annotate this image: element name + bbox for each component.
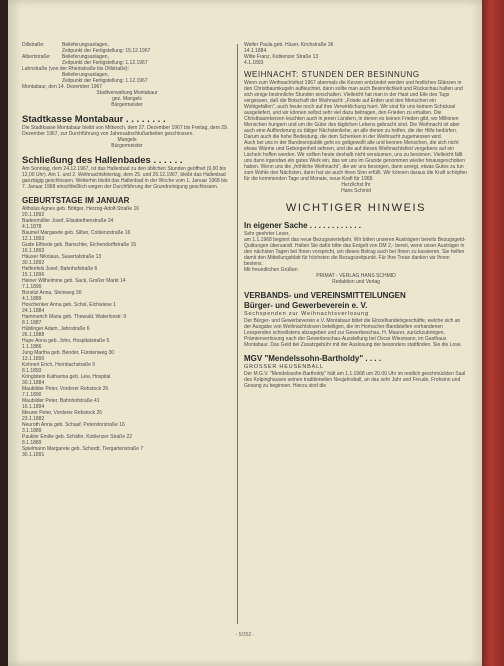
road-works-list xyxy=(22,42,232,108)
club-text: Der M.G.V. "Mendelssohn-Bartholdy" hält am 1.1.1968 um 20.00 Uhr im restlich geschmückten Saal des Kolpinghauses seinen traditionellen Neujahrsball, an das sehr Jahr und Freude, Frohsinn und Gesang zu beginnen. Hierzu sind die xyxy=(244,371,466,389)
signature: Hans Schmid xyxy=(341,188,371,194)
list-item: Albertstraße: Belieferungsanlagen, xyxy=(22,54,109,60)
hallenbad-text: Am Sonntag, dem 24.12.1967, ist das Hallenbad zu den üblichen Stunden geöffnet (9,00 bis 12,00 Uhr). Am 1. und 2. Weihnachtsfeiertag, dem 25. und 26.12.1967, bleibt das Hallenbad ganztägig geschlossen. Weiterhin bleibt das Hallenbad in der Woche vom 1. Januar 1968 bis 7. Januar 1968 einschließlich wegen der Durchführung der Grundreinigung geschlossen. xyxy=(22,166,228,190)
document-page xyxy=(8,0,482,666)
list-item: Kringlstein Katharina geb. Lew, Hospital 30.1.1884 xyxy=(22,374,111,386)
list-item: Hüblinger Adam, Jahnstraße 6 26.1.1888 xyxy=(22,326,90,338)
publisher: PRIMAT - VERLAG HANS SCHMID xyxy=(316,273,396,279)
club-section: GROSSER HEUSENBALL xyxy=(244,364,324,370)
list-item: Gude Elfriede geb. Banschke, Eichendorffstraße 15 16.1.1893 xyxy=(22,242,137,254)
section-heading-birthdays: GEBURTSTAGE IM JANUAR xyxy=(22,196,130,205)
list-item: Baumel Margarete geb. Silber, Coblenzstraße 16 12.1.1893 xyxy=(22,230,131,242)
book-binding xyxy=(0,0,8,666)
list-item: Altholus Agnes geb. Böttger, Herzog-Adolf-Straße 16 20.1.1892 xyxy=(22,206,140,218)
section-heading-vereine: VERBANDS- und VEREINSMITTEILUNGEN xyxy=(244,291,406,300)
list-item: Zeitpunkt der Fertigstellung: 15.12.1967 xyxy=(62,48,151,54)
authority-name: Stadtverwaltung Montabaur xyxy=(96,90,158,96)
list-item: Jung Martha geb. Bender, Fürstenweg 30 13.1.1890 xyxy=(22,350,115,362)
hinweis-text: am 1.1.1968 beginnt das neue Bezugsvierteljahr. Wir bitten unseren Austrägern bereits Bezugsgeld-Quittungen übersandt. Halten Sie dafür bitte das Entgelt von DM 2,- bereit, wenn unser Austräger in den nächsten Tagen bei Ihnen vorspricht, um dieses Betrag auch bei Ihnen zu kassieren. Sie helfen damit den Mitteilungsblatt für höchsten die Bezugszeitpunkt. Für Ihre Treue danken wir Ihnen bestens. xyxy=(244,237,466,267)
list-item: Meurer Peter, Vorderer Rebstock 26 23.1.1882 xyxy=(22,410,103,422)
list-item: Witte Franz, Koblenzer Straße 13 4.1.1893 xyxy=(244,54,319,66)
section-heading-weihnacht: WEIHNACHT: STUNDEN DER BESINNUNG xyxy=(244,70,420,79)
list-item: Häuser Nikolaus, Sauertalstraße 13 30.1.1892 xyxy=(22,254,102,266)
list-item: Hupe Anna geb. John, Hospitalstraße 5 1.1.1886 xyxy=(22,338,110,350)
section-heading-hinweis: WICHTIGER HINWEIS xyxy=(285,202,427,214)
publisher-dept: Redaktion und Verlag xyxy=(332,279,380,285)
closing: Herzlichst Ihr xyxy=(341,182,371,188)
signer-role: Bürgermeister xyxy=(111,102,143,108)
birthday-list-continued xyxy=(244,42,468,66)
list-item: Lahnstraße (von der Rheinstraße bis Dillstraße): xyxy=(22,66,129,72)
right-column xyxy=(244,42,468,389)
list-item: Hoschenker Anna geb. Schol, Eichwiese 1 24.1.1884 xyxy=(22,302,116,314)
column-divider xyxy=(237,44,238,624)
club-text: Der Bürger- und Gewerbeverein e.V. Montabaur bittet die Einzelhandelsgeschäfte, welche sich an der Ausgabe von Weihnachtslosen beteiligen, die im Hornacher-Bandstellen vorhandenen Losspenden schnellstens abzugeben und zur Gewerbeschau, H. Maurer, zurückzubringen. Prämienverlosung nach der Gewerbeschau-Ausstellung bei Oscar Wiesmann, im Gasthaus Montabaur. Das Geld bei Zusatzgebühr mit der Auslosung der besonders stattfinden. Sie die Lose. xyxy=(244,318,462,348)
page-number: - 5/352 - xyxy=(235,632,255,638)
list-item: Maubilder Peter, Bahnhofstraße 41 16.1.1894 xyxy=(22,398,100,410)
signature: Mangels xyxy=(117,137,137,143)
stadtkasse-text: Die Stadtkasse Montabaur bleibt von Mittwoch, dem 27. Dezember 1967 bis Freitag, dem 29. Dezember 1967, zur Durchführung von Jahresabschlußarbeiten geschlossen. xyxy=(22,125,229,137)
signature: gez. Mangels xyxy=(112,96,142,102)
club-section: Sechspenden zur Weihnachtsverlosung xyxy=(244,311,369,317)
list-item: Spielmann Margarete geb. Schardt, Tiergartenstraße 7 30.1.1891 xyxy=(22,446,144,458)
list-item: Hammerich Maria geb. Thewald, Waterloostr. 9 8.1.1887 xyxy=(22,314,127,326)
weihnacht-text: Auch bei uns in der Bundesrepublik geht es gottgewollt alle und kennen Menschen, die sich nicht etwas Wärme und Geborgenheit sehnen, und die auf diesen Weihnachtsfest vergebens auf ein Lächeln hoffen werden. Wir sollten heute deshalb nicht versäumen, uns zu besinnen. Vielleicht fällt uns dann irgendwo ein gutes Werk ein, das wir uns im Grunde genommen wieder hinausgeschoben haben. Wenn uns die „fröhliche Weihnacht“, die wir uns besorgen, dann anregt, etwas Gutes zu tun zum Wohle des Nächsten, dann hat sie auch ihren Sinn erfüllt. Wir können daraus die Kraft schöpfen für die kommenden Tage und Monate, neue Kraft für 1968. xyxy=(244,140,468,182)
list-item: Helfenfels Josef, Bahnhofstraße 6 15.1.1896 xyxy=(22,266,98,278)
list-item: Heiner Wilhelmine geb. Sack, Großer Markt 14 7.1.1890 xyxy=(22,278,126,290)
list-item: Zeitpunkt der Fertigstellung: 1.12.1967 xyxy=(62,78,148,84)
birthday-list xyxy=(22,206,232,458)
section-heading-stadtkasse: Stadtkasse Montabaur . . . . . . . . xyxy=(22,114,166,125)
left-column xyxy=(22,42,232,458)
weihnacht-text: Wenn zum Weihnachtsfest 1967 abermals die Kerzen entzündet werden und festliches Glänzen in den Christbaumkugeln aufleuchtet, dann sollte man auch Besinnlichkeit und Rückschau halten und sich einige besinnliche Stunden einschalten. Vielleicht hat man in der Hast und Eile des Tags vergessen, daß die Botschaft der Weihnacht: „Friede auf Erden und den Menschen ein Wohlgefallen“, auch heute noch auf ihre Verwirklichung harrt. Wir sind für uns keinem Schicksal ausgeliefert, und wir können selbst sehr viel dazu beitragen, den Frieden zu erhalten. Die Christbaumkerzen leuchten auch in jenen Ländern, in denen es keinen Frieden gibt, wo Millionen Menschen hungern und um die Güter des täglichen Lebens gebracht sind. Die Weihnacht ist aber auch eine Aufforderung zu tätiger Nächstenliebe, an alle denen zu helfen, die der Hilfe bedürfen. Darum auch die hohe Bedeutung, die dem Schenken in der Weihnacht zugemessen wird. xyxy=(244,80,463,140)
greeting: Mit freundlichen Grüßen xyxy=(244,267,298,273)
club-heading-mgv: MGV "Mendelssohn-Bartholdy" . . . . xyxy=(244,354,381,363)
list-item: Neuroth Anna geb. Schaaf, Peterstorstraße 16 3.1.1889 xyxy=(22,422,125,434)
signer-role: Bürgermeister xyxy=(111,143,143,149)
red-cover-edge xyxy=(482,0,504,666)
subheading-eigene-sache: In eigener Sache . . . . . . . . . . . . xyxy=(244,221,361,230)
list-item: Dillstraße: Belieferungsanlagen, xyxy=(22,42,109,48)
section-heading-hallenbad: Schließung des Hallenbades . . . . . . xyxy=(22,155,183,166)
list-item: Kohnert Erich, Hornbachstraße 9 8.1.1893 xyxy=(22,362,96,374)
salutation: Sehr geehrter Leser, xyxy=(244,231,290,237)
list-item: Weifer Paula geb. Hüser, Kirchstraße 36 14.1.1884 xyxy=(244,42,334,54)
notice-date: Montabaur, den 14. Dezember 1967 xyxy=(22,84,103,90)
list-item: Paukler Emilie geb. Schäfer, Koblenzer Straße 22 8.1.1889 xyxy=(22,434,133,446)
list-item: Zeitpunkt der Fertigstellung: 1.12.1967 xyxy=(62,60,148,66)
list-item: Borsitzi Anna, Steinweg 30 4.1.1889 xyxy=(22,290,82,302)
club-heading: Bürger- und Gewerbeverein e. V. xyxy=(244,301,368,310)
list-item: Maubilder Peter, Vorderer Rebstock 26 7.1.1890 xyxy=(22,386,109,398)
list-item: Badenmüller Josef, Elisabethenstraße 24 4.1.1878 xyxy=(22,218,114,230)
list-item: Belieferungsanlagen, xyxy=(62,72,109,78)
